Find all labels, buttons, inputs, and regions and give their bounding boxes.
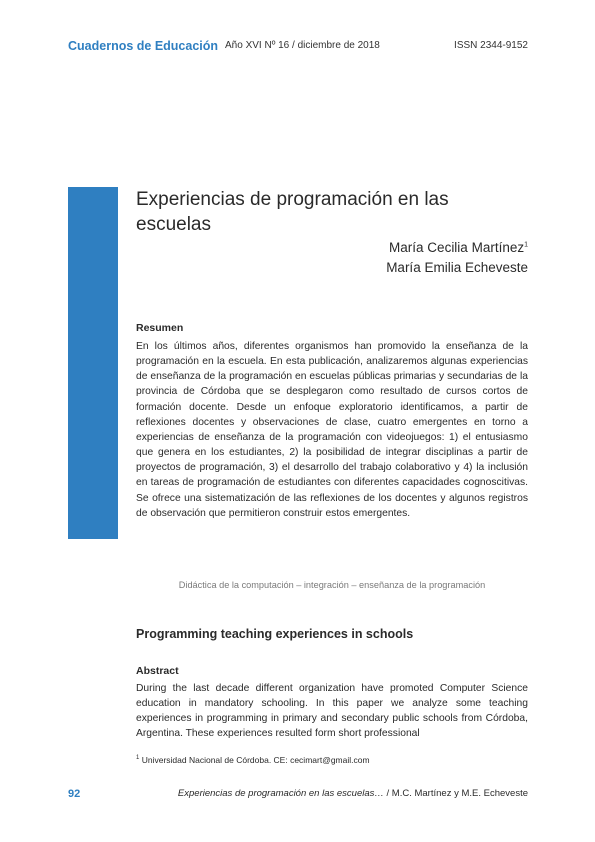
keywords-es: Didáctica de la computación – integración – enseñanza de la programación (178, 580, 486, 590)
author-1 (386, 238, 528, 258)
running-footer (178, 788, 528, 799)
accent-bar (68, 187, 118, 539)
footnote-text: Universidad Nacional de Córdoba. CE: cecimart@gmail.com (141, 755, 370, 765)
running-authors: / M.C. Martínez y M.E. Echeveste (383, 788, 528, 799)
page-header (68, 39, 528, 55)
issue-info: Año XVI Nº 16 / diciembre de 2018 (225, 40, 380, 51)
footnote (136, 755, 370, 765)
abstract-es-heading: Resumen (136, 322, 184, 334)
abstract-en-heading: Abstract (136, 665, 179, 677)
author-name: María Emilia Echeveste (386, 260, 528, 275)
english-title: Programming teaching experiences in schools (136, 627, 414, 641)
issn: ISSN 2344-9152 (454, 40, 528, 51)
footnote-mark: 1 (524, 241, 528, 249)
journal-name: Cuadernos de Educación (68, 39, 219, 53)
article-title: Experiencias de programación en las escuelas (136, 189, 449, 235)
author-name: María Cecilia Martínez (389, 240, 525, 255)
abstract-es-text: En los últimos años, diferentes organismos han promovido la enseñanza de la programación en la escuela. En esta publicación, analizaremos algunas experiencias de enseñanza de la programación en escuelas públicas primarias y secundarias de la provincia de Córdoba que se desplegaron como resultado de cursos cortos de formación docente. Desde un enfoque exploratorio identificamos, a partir de reflexiones docentes y observaciones de clase, cuatro emergentes en torno a experiencias de enseñanza de la programación con videojuegos: 1) el entusiasmo que genera en los estudiantes, 2) la posibilidad de integrar disciplinas a partir de proyectos de programación, 3) el desarrollo del trabajo colaborativo y 4) la inclusión en tareas de programación de estudiantes con diferentes capacidades cognoscitivas. Se ofrece una sistematización de las reflexiones de los docentes y algunos registros de observación que permitieron construir estos emergentes. (136, 341, 528, 519)
abstract-en-text: During the last decade different organization have promoted Computer Science education in mandatory schooling. In this paper we analyze some teaching experiences in programming in primary and secondary public schools from Córdoba, Argentina. These experiences resulted form short professional (136, 683, 528, 740)
page-number: 92 (68, 788, 81, 800)
author-2 (386, 258, 528, 278)
footnote-mark: 1 (136, 755, 140, 762)
author-list (386, 238, 528, 278)
running-title: Experiencias de programación en las escuelas… (177, 788, 384, 799)
